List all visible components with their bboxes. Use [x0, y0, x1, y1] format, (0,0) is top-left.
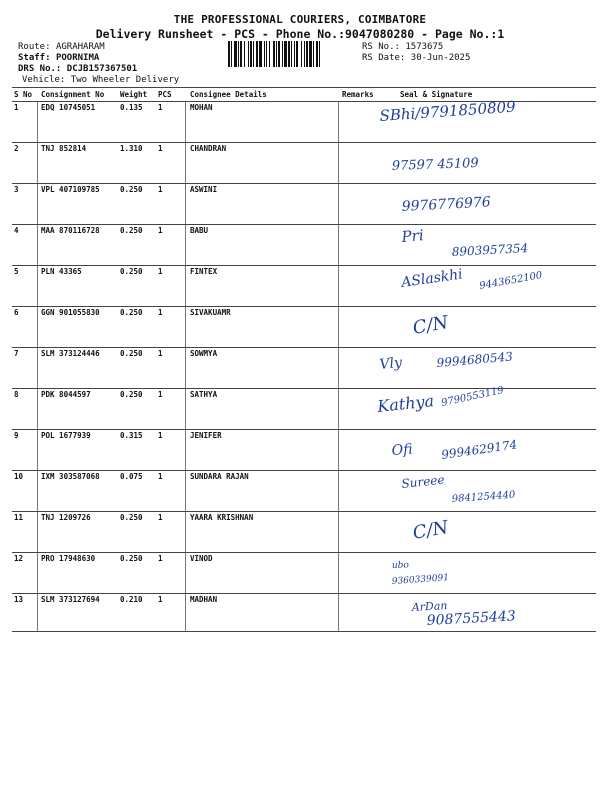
- row-consignment-no: TNJ 1209726: [41, 513, 91, 522]
- drs-label: DRS No.:: [18, 64, 62, 74]
- signature: [372, 345, 596, 385]
- signature-text: Vly: [378, 354, 403, 373]
- row-weight: 0.250: [120, 185, 143, 194]
- row-consignment-no: SLM 373124446: [41, 349, 100, 358]
- row-sno: 11: [14, 513, 24, 522]
- row-pcs: 1: [158, 513, 163, 522]
- signature-text: Pri: [400, 226, 425, 246]
- column-header-consignment: Consignment No: [41, 90, 105, 99]
- row-sno: 9: [14, 431, 19, 440]
- row-sno: 1: [14, 103, 19, 112]
- row-weight: 1.310: [120, 144, 143, 153]
- rs-no-value: 1573675: [405, 42, 444, 52]
- signature-text: ubo: [391, 560, 410, 571]
- row-sno: 3: [14, 185, 19, 194]
- signature: [372, 140, 596, 180]
- row-consignee: CHANDRAN: [190, 144, 227, 153]
- row-pcs: 1: [158, 390, 163, 399]
- vehicle-line: [22, 75, 179, 86]
- row-consignment-no: PRO 17948630: [41, 554, 96, 563]
- page-subtitle: Delivery Runsheet - PCS - Phone No.:9047080280 - Page No.:1: [95, 27, 505, 41]
- row-weight: 0.250: [120, 349, 143, 358]
- row-weight: 0.250: [120, 390, 143, 399]
- row-consignment-no: POL 1677939: [41, 431, 91, 440]
- row-pcs: 1: [158, 226, 163, 235]
- row-consignee: SOWMYA: [190, 349, 218, 358]
- signature-text: C/N: [411, 517, 450, 544]
- rs-date-line: [362, 53, 470, 64]
- row-pcs: 1: [158, 185, 163, 194]
- signature-text: 97597 45109: [391, 155, 479, 174]
- row-sno: 8: [14, 390, 19, 399]
- row-weight: 0.210: [120, 595, 143, 604]
- row-consignment-no: GGN 901055830: [41, 308, 100, 317]
- staff-value: POORNIMA: [55, 53, 100, 63]
- signature: [372, 509, 596, 549]
- row-weight: 0.135: [120, 103, 143, 112]
- rs-date-value: 30-Jun-2025: [410, 53, 471, 63]
- row-consignment-no: MAA 870116728: [41, 226, 100, 235]
- column-header-remarks: Remarks: [342, 90, 374, 99]
- signature: [372, 222, 596, 262]
- row-consignee: YAARA KRISHNAN: [190, 513, 254, 522]
- row-pcs: 1: [158, 431, 163, 440]
- staff-line: [18, 53, 99, 64]
- rs-no-label: RS No.:: [362, 42, 400, 52]
- row-weight: 0.315: [120, 431, 143, 440]
- signature: [372, 468, 596, 508]
- row-consignee: SATHYA: [190, 390, 218, 399]
- row-pcs: 1: [158, 472, 163, 481]
- signature-text: C/N: [411, 312, 450, 339]
- row-consignee: SIVAKUAMR: [190, 308, 231, 317]
- signature-phone: 9994629174: [440, 437, 519, 462]
- row-pcs: 1: [158, 308, 163, 317]
- vehicle-label: Vehicle:: [22, 75, 66, 85]
- row-weight: 0.250: [120, 554, 143, 563]
- row-sno: 6: [14, 308, 19, 317]
- row-consignment-no: PLN 43365: [41, 267, 82, 276]
- signature: [372, 181, 596, 221]
- route-label: Route:: [18, 42, 51, 52]
- signature-phone: 8903957354: [451, 241, 529, 259]
- row-pcs: 1: [158, 144, 163, 153]
- route-line: [18, 42, 105, 53]
- row-sno: 7: [14, 349, 19, 358]
- signature-phone: 9994680543: [436, 349, 514, 370]
- row-consignee: VINOD: [190, 554, 213, 563]
- column-header-sno: S No: [14, 90, 33, 99]
- signature: [372, 304, 596, 344]
- signature: [372, 427, 596, 467]
- signature-text: 9976776976: [401, 194, 492, 215]
- table-top-rule: [12, 87, 596, 88]
- signature: [372, 591, 596, 631]
- signature-text: ASlaskhi: [400, 266, 464, 291]
- column-header-consignee: Consignee Details: [190, 90, 267, 99]
- vehicle-value: Two Wheeler Delivery: [70, 75, 180, 85]
- column-header-signature: Seal & Signature: [400, 90, 473, 99]
- row-consignee: SUNDARA RAJAN: [190, 472, 249, 481]
- signature-text: ArDan: [411, 599, 448, 614]
- row-sno: 5: [14, 267, 19, 276]
- staff-label: Staff:: [18, 53, 51, 63]
- signature-text: SBhi/9791850809: [379, 97, 517, 125]
- route-value: AGRAHARAM: [55, 42, 105, 52]
- row-consignment-no: PDK 8044597: [41, 390, 91, 399]
- signature-phone: 9443652100: [478, 270, 544, 292]
- signature-text: Kathya: [376, 391, 435, 416]
- row-consignment-no: TNJ 852814: [41, 144, 87, 153]
- signature-phone: 9360339091: [391, 573, 450, 587]
- signature-text: Sureee: [400, 472, 446, 491]
- page-title: THE PROFESSIONAL COURIERS, COIMBATORE: [173, 13, 427, 26]
- row-consignment-no: IXM 303587068: [41, 472, 100, 481]
- signature: [372, 99, 596, 139]
- signature-phone: 9790553119: [440, 384, 505, 409]
- row-sno: 4: [14, 226, 19, 235]
- row-consignment-no: EDQ 10745051: [41, 103, 96, 112]
- row-consignee: MOHAN: [190, 103, 213, 112]
- row-pcs: 1: [158, 595, 163, 604]
- row-consignee: MADHAN: [190, 595, 218, 604]
- row-sno: 10: [14, 472, 24, 481]
- row-consignee: FINTEX: [190, 267, 218, 276]
- signature-phone: 9087555443: [426, 608, 517, 629]
- row-weight: 0.250: [120, 308, 143, 317]
- row-weight: 0.250: [120, 513, 143, 522]
- row-consignee: BABU: [190, 226, 209, 235]
- rs-date-label: RS Date:: [362, 53, 406, 63]
- row-pcs: 1: [158, 267, 163, 276]
- row-weight: 0.250: [120, 226, 143, 235]
- row-pcs: 1: [158, 349, 163, 358]
- row-sno: 13: [14, 595, 24, 604]
- row-pcs: 1: [158, 103, 163, 112]
- barcode: [228, 41, 356, 67]
- signature: [372, 386, 596, 426]
- row-weight: 0.250: [120, 267, 143, 276]
- column-header-weight: Weight: [120, 90, 148, 99]
- drs-value: DCJB157367501: [66, 64, 138, 74]
- table-bottom-rule: [12, 631, 596, 632]
- row-consignment-no: SLM 373127694: [41, 595, 100, 604]
- row-sno: 2: [14, 144, 19, 153]
- signature: [372, 263, 596, 303]
- row-consignee: ASWINI: [190, 185, 218, 194]
- row-consignee: JENIFER: [190, 431, 222, 440]
- row-pcs: 1: [158, 554, 163, 563]
- row-consignment-no: VPL 407109785: [41, 185, 100, 194]
- row-sno: 12: [14, 554, 24, 563]
- column-header-pcs: PCS: [158, 90, 172, 99]
- signature: [372, 550, 596, 590]
- drs-line: [18, 64, 137, 75]
- rs-no-line: [362, 42, 443, 53]
- signature-text: Ofi: [391, 441, 414, 459]
- row-weight: 0.075: [120, 472, 143, 481]
- signature-phone: 9841254440: [451, 489, 516, 505]
